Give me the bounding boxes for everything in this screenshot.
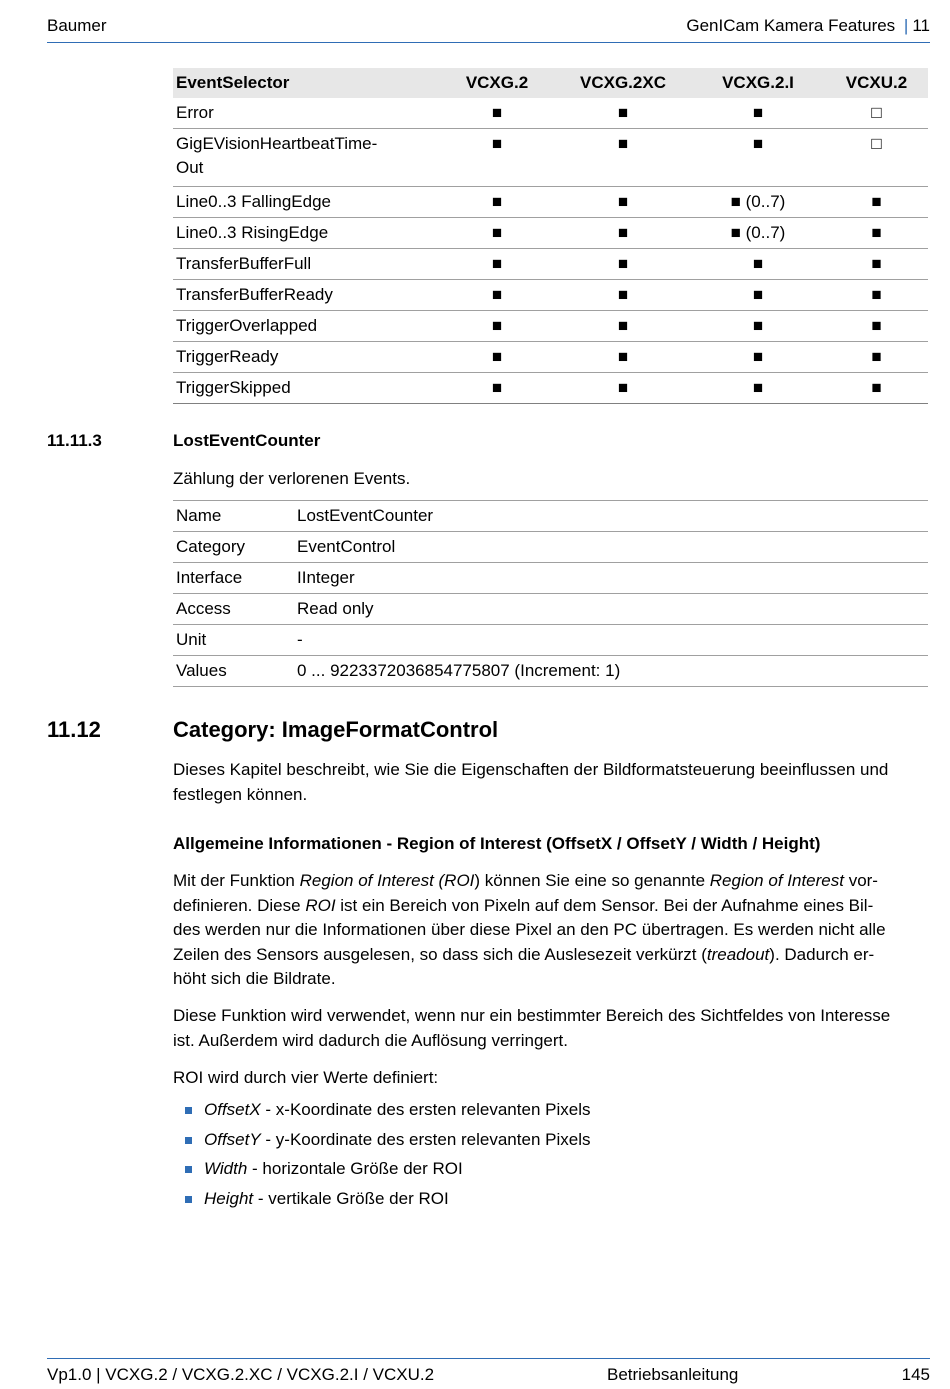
header-section	[686, 16, 930, 36]
header-brand: Baumer	[47, 16, 107, 35]
intro-line-1: Dieses Kapitel beschreibt, wie Sie die Eigenschaften der Bildformatsteuerung beeinflussen und	[173, 760, 889, 779]
emphasis: ROI	[305, 895, 336, 915]
property-key: Category	[173, 532, 294, 563]
list-text: - y-Koordinate des ersten relevanten Pixels	[260, 1129, 591, 1149]
list-item	[185, 1184, 590, 1214]
list-item	[185, 1154, 590, 1184]
list-text: - x-Koordinate des ersten relevanten Pixels	[260, 1100, 591, 1119]
footer-version: Vp1.0 | VCXG.2 / VCXG.2.XC / VCXG.2.I / VCXU.2	[47, 1365, 435, 1384]
property-value: IInteger	[294, 563, 928, 594]
cell: □	[825, 98, 928, 129]
text-run: ). Dadurch er-	[769, 944, 875, 964]
chapter-number: 11.12	[47, 717, 101, 742]
roi-paragraph	[173, 869, 928, 992]
property-value: 0 ... 9223372036854775807 (Increment: 1)	[294, 656, 928, 687]
cell: □	[825, 129, 928, 187]
cell: ■	[555, 311, 691, 342]
cell: ■	[825, 249, 928, 280]
header-section-title: GenICam Kamera Features	[686, 16, 896, 35]
cell: ■	[439, 129, 555, 187]
emphasis: Region of Interest	[709, 871, 844, 890]
property-value: EventControl	[294, 532, 928, 563]
cell: ■	[825, 373, 928, 404]
row-label-line2: Out	[176, 158, 204, 177]
roi-values-list	[185, 1095, 590, 1213]
list-item	[185, 1095, 590, 1125]
row-label: Error	[173, 98, 439, 129]
list-text: - horizontale Größe der ROI	[247, 1159, 463, 1178]
header-separator: |	[903, 16, 909, 35]
chapter-intro	[173, 758, 928, 807]
text-run: Zeilen des Sensors ausgelesen, so dass sich die Auslesezeit verkürzt (	[173, 944, 707, 964]
text-run: ist ein Bereich von Pixeln auf dem Sensor. Bei der Aufnahme eines Bil-	[335, 895, 874, 915]
table-header-row	[173, 68, 928, 98]
row-label: TriggerOverlapped	[173, 311, 439, 342]
table-row	[173, 342, 928, 373]
page-footer	[47, 1358, 930, 1389]
bullet-square-icon	[185, 1166, 192, 1173]
column-header: VCXU.2	[825, 68, 928, 98]
cell: ■	[555, 280, 691, 311]
cell: ■ (0..7)	[691, 218, 825, 249]
cell: ■	[825, 342, 928, 373]
cell: ■	[825, 280, 928, 311]
section-title: LostEventCounter	[173, 431, 321, 450]
cell: ■	[439, 218, 555, 249]
cell: ■	[691, 249, 825, 280]
emphasis: treadout	[706, 944, 770, 964]
list-item	[185, 1125, 590, 1155]
property-key: Name	[173, 501, 294, 532]
section-description: Zählung der verlorenen Events.	[173, 469, 411, 488]
table-row	[173, 98, 928, 129]
row-label: Line0..3 RisingEdge	[173, 218, 439, 249]
row-label: Line0..3 FallingEdge	[173, 187, 439, 218]
cell: ■	[439, 373, 555, 404]
cell: ■	[555, 98, 691, 129]
cell: ■	[555, 249, 691, 280]
list-text: - vertikale Größe der ROI	[253, 1188, 449, 1208]
column-header: VCXG.2.I	[691, 68, 825, 98]
column-header: VCXG.2XC	[555, 68, 691, 98]
text-line: Diese Funktion wird verwendet, wenn nur ein bestimmter Bereich des Sichtfeldes von Interesse	[173, 1006, 891, 1025]
list-term: Height	[204, 1188, 254, 1208]
table-row	[173, 532, 928, 563]
cell: ■	[691, 342, 825, 373]
table-row	[173, 311, 928, 342]
row-label: TransferBufferReady	[173, 280, 439, 311]
list-term: Width	[204, 1159, 248, 1178]
table-row	[173, 373, 928, 404]
cell: ■	[691, 373, 825, 404]
text-run: ) können Sie eine so genannte	[474, 871, 710, 890]
table-row	[173, 249, 928, 280]
page-number: 145	[901, 1365, 930, 1384]
text-line: ist. Außerdem wird dadurch die Auflösung verringert.	[173, 1030, 568, 1050]
table-row	[173, 625, 928, 656]
footer-doc-type: Betriebsanleitung	[607, 1365, 739, 1384]
table-row	[173, 594, 928, 625]
cell: ■	[825, 218, 928, 249]
intro-line-2: festlegen können.	[173, 784, 308, 804]
section-number: 11.11.3	[47, 431, 102, 450]
emphasis: Region of Interest (ROI	[299, 871, 475, 890]
text-run: höht sich die Bildrate.	[173, 969, 336, 988]
feature-properties-table	[173, 500, 928, 687]
column-header: VCXG.2	[439, 68, 555, 98]
bullet-square-icon	[185, 1196, 192, 1203]
property-key: Values	[173, 656, 294, 687]
property-value: Read only	[294, 594, 928, 625]
subheading: Allgemeine Informationen - Region of Interest (OffsetX / OffsetY / Width / Height)	[173, 834, 821, 853]
cell: ■	[555, 218, 691, 249]
property-key: Access	[173, 594, 294, 625]
cell: ■	[691, 129, 825, 187]
bullet-square-icon	[185, 1137, 192, 1144]
row-label: TriggerReady	[173, 342, 439, 373]
property-value: LostEventCounter	[294, 501, 928, 532]
page-header	[47, 14, 930, 43]
table-row	[173, 218, 928, 249]
cell: ■	[439, 249, 555, 280]
cell: ■	[439, 98, 555, 129]
cell: ■	[555, 187, 691, 218]
column-header: EventSelector	[173, 68, 439, 98]
row-label: TransferBufferFull	[173, 249, 439, 280]
property-key: Unit	[173, 625, 294, 656]
cell: ■	[555, 373, 691, 404]
table-row	[173, 187, 928, 218]
cell: ■	[555, 342, 691, 373]
chapter-title: Category: ImageFormatControl	[173, 717, 499, 742]
row-label	[173, 129, 439, 187]
table-row	[173, 501, 928, 532]
cell: ■	[691, 280, 825, 311]
table-row	[173, 656, 928, 687]
text-run: definieren. Diese	[173, 895, 306, 915]
row-label: TriggerSkipped	[173, 373, 439, 404]
table-row	[173, 563, 928, 594]
header-chapter: 11	[912, 16, 930, 35]
roi-definition-intro: ROI wird durch vier Werte definiert:	[173, 1068, 439, 1087]
cell: ■ (0..7)	[691, 187, 825, 218]
list-term: OffsetY	[204, 1129, 261, 1149]
cell: ■	[691, 98, 825, 129]
text-run: vor-	[843, 871, 878, 890]
bullet-square-icon	[185, 1107, 192, 1114]
cell: ■	[825, 311, 928, 342]
event-selector-table	[173, 68, 928, 404]
table-row	[173, 280, 928, 311]
cell: ■	[439, 342, 555, 373]
row-label-line1: GigEVisionHeartbeatTime-	[176, 134, 378, 153]
list-term: OffsetX	[204, 1100, 261, 1119]
usage-paragraph	[173, 1004, 928, 1053]
cell: ■	[691, 311, 825, 342]
cell: ■	[439, 280, 555, 311]
cell: ■	[555, 129, 691, 187]
table-row	[173, 129, 928, 187]
cell: ■	[439, 311, 555, 342]
property-key: Interface	[173, 563, 294, 594]
property-value: -	[294, 625, 928, 656]
cell: ■	[825, 187, 928, 218]
text-run: Mit der Funktion	[173, 871, 300, 890]
text-run: des werden nur die Informationen über diese Pixel an den PC übertragen. Es werden nicht alle	[173, 920, 886, 939]
cell: ■	[439, 187, 555, 218]
